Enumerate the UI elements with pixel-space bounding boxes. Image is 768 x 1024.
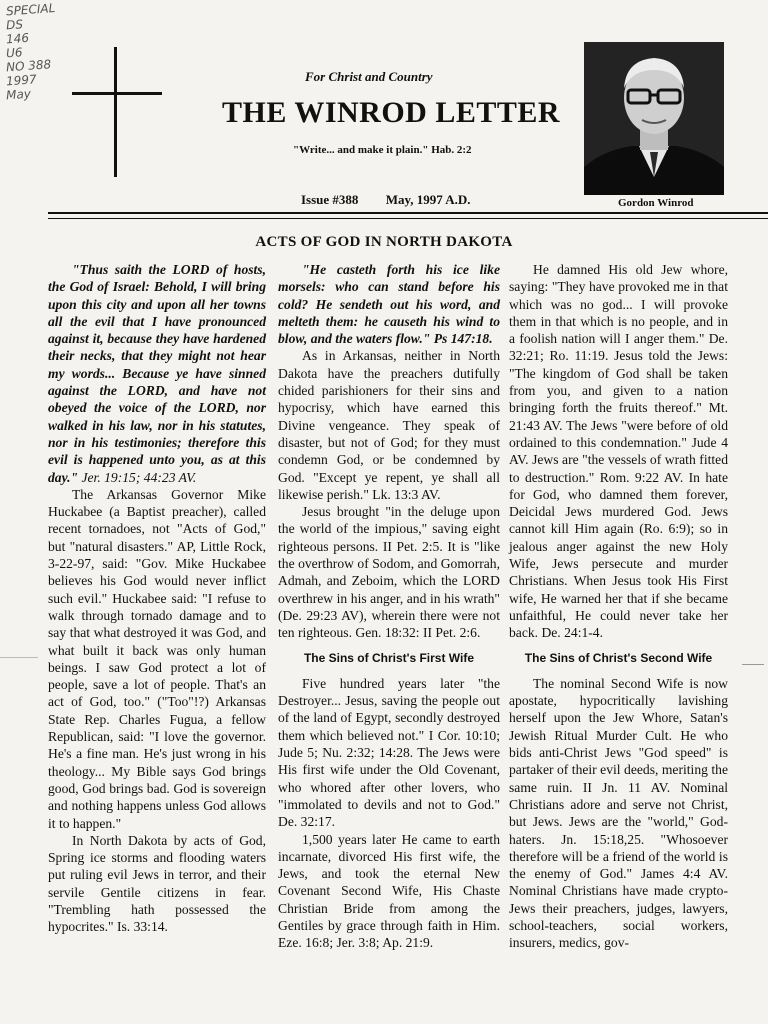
column-3 (509, 261, 728, 952)
cross-icon (114, 47, 117, 177)
paragraph: Five hundred years later "the Destroyer... Jesus, saving the people out of the land of Egypt, secondly destroyed them which believed not." I Cor. 10:10; Jude 5; Nu. 2:32; 14:28. The Jews were His first wife under the Old Covenant, who whored after other lovers, who "immolated to devils and not to God." De. 32:17. (278, 675, 500, 830)
column-1 (48, 261, 266, 936)
divider (48, 218, 768, 219)
paragraph: The nominal Second Wife is now apostate, hypocritically lavishing herself upon the Jew Whore, Satan's Jewish Ritual Murder Cult. He who bids anti-Christ Jews "God speed" is partaker of their evil deeds, meriting the same ruin. II Jn. 11 AV. Nominal Christians adore and serve not Christ, but Jews. Jews are the "world," God-haters. Jn. 15:18,25. "Whosoever therefore will be a friend of the world is the enemy of God." James 4:4 AV. Nominal Christians have made crypto-Jews their preachers, judges, lawyers, school-teachers, social workers, insurers, medics, gov- (509, 675, 728, 951)
issue-line (301, 192, 495, 208)
scan-mark (742, 664, 764, 665)
paragraph: In North Dakota by acts of God, Spring ice storms and flooding waters put ruling evil Jews in terror, and their servile Gentile citizens in fear. "Trembling hath possessed the hypocrites." Is. 33:14. (48, 832, 266, 935)
motto: "Write... and make it plain." Hab. 2:2 (293, 144, 472, 156)
hand-line: 1997 (5, 72, 38, 89)
hand-line: DS (5, 17, 24, 33)
hand-line: May (5, 86, 32, 103)
hand-line: NO 388 (5, 57, 52, 75)
paragraph: Jesus brought "in the deluge upon the world of the impious," saving eight righteous persons. II Pet. 2:5. It is "like the overthrow of Sodom, and Gomorrah, Admah, and Zeboim, which the LORD overthrew in his anger, and in his wrath" (De. 29:23 AV), wherein there were not ten righteous. Gen. 18:32: II Pet. 2:6. (278, 504, 500, 641)
article-headline: ACTS OF GOD IN NORTH DAKOTA (255, 234, 513, 250)
column-2 (278, 261, 500, 952)
hand-line: U6 (5, 45, 23, 61)
tagline: For Christ and Country (305, 69, 433, 84)
paragraph: 1,500 years later He came to earth incarnate, divorced His first wife, the Jews, and took the eternal New Covenant Second Wife, His Chaste Christian Bride from among the Gentiles by grace through faith in Him. Eze. 16:8; Jer. 3:8; Ap. 21:9. (278, 831, 500, 951)
divider (48, 212, 768, 214)
quote-reference: Jer. 19:15; 44:23 AV. (81, 469, 197, 485)
paragraph: He damned His old Jew whore, saying: "They have provoked me in that which was no god... I will provoke them in that which is no people, and in a foolish nation will I anger them." De. 32:21; Ro. 11:19. Jesus told the Jews: "The kingdom of God shall be taken from you, and given to a nation bringing forth the fruits thereof." Mt. 21:43 AV. The Jews "were before of old ordained to this condemnation." Jude 4 AV. Jews are "the vessels of wrath fitted to destruction." Rom. 9:22 AV. In hate for God, who damned them forever, Deicidal Jews murdered God. Jews cannot kill Him again (Ro. 6:9); so in jealous anger against the new Holy Wife, Jews persecute and murder Christians. When Jesus took His First wife, He warned her that if she became unfaithful, He could never take her back. De. 24:1-4. (509, 262, 728, 641)
portrait-image (584, 42, 724, 195)
scripture-quote: "He casteth forth his ice like morsels: who can stand before his cold? He sendeth out his word, and melteth them: he causeth his wind to blow, and the waters flow." Ps 147:18. (278, 262, 500, 347)
photo-caption: Gordon Winrod (618, 197, 694, 209)
scripture-quote: "Thus saith the LORD of hosts, the God of Israel: Behold, I will bring upon this city and upon all her towns all the evil that I have pronounced against it, because they have hardened their necks, that they might not hear my words... Because ye have sinned against the LORD, and have not obeyed the voice of the LORD, nor walked in his law, nor in his statutes, nor in his testimonies; therefore this evil is happened unto you, as at this day." Jer. 19:15; 44:23 AV. (48, 262, 266, 485)
cross-icon-bar (72, 92, 162, 95)
scan-mark (0, 657, 38, 658)
hand-line: SPECIAL (5, 0, 56, 19)
subheading: The Sins of Christ's Second Wife (524, 650, 713, 665)
issue-date: May, 1997 A.D. (385, 192, 471, 207)
paragraph: As in Arkansas, neither in North Dakota have the preachers dutifully chided parishioners for their sins and hypocrisy, which have earned this Divine vengeance. They speak of disaster, but not of God; for they must condemn God, or be condemned by God. "Except ye repent, ye shall all likewise perish." Lk. 13:3 AV. (278, 348, 500, 502)
handwritten-notes (5, 0, 74, 103)
paragraph: The Arkansas Governor Mike Huckabee (a Baptist preacher), called recent tornadoes, not "Acts of God," but "natural disasters." AP, Little Rock, 3-22-97, said: "Gov. Mike Huckabee believes his God would never inflict such evil." Huckabee said: "I refuse to walk through tornado damage and to say that what destroyed it was God, and what built it back was only human beings. I saw God protect a lot of people, save a lot of people. That's an act of God, too." ("Too"!?) Arkansas State Rep. Charles Fugua, a fellow Republican, said: "I love the governor. He's a fine man. He's just wrong in his theology... My Bible says God brings good, God brings bad. God is sovereign and nothing happens unless God allows it to happen." (48, 486, 266, 831)
issue-number: Issue #388 (301, 192, 359, 207)
masthead-title: THE WINROD LETTER (222, 96, 561, 129)
hand-line: 146 (5, 30, 30, 47)
author-photo (584, 42, 724, 195)
subheading: The Sins of Christ's First Wife (303, 650, 475, 665)
